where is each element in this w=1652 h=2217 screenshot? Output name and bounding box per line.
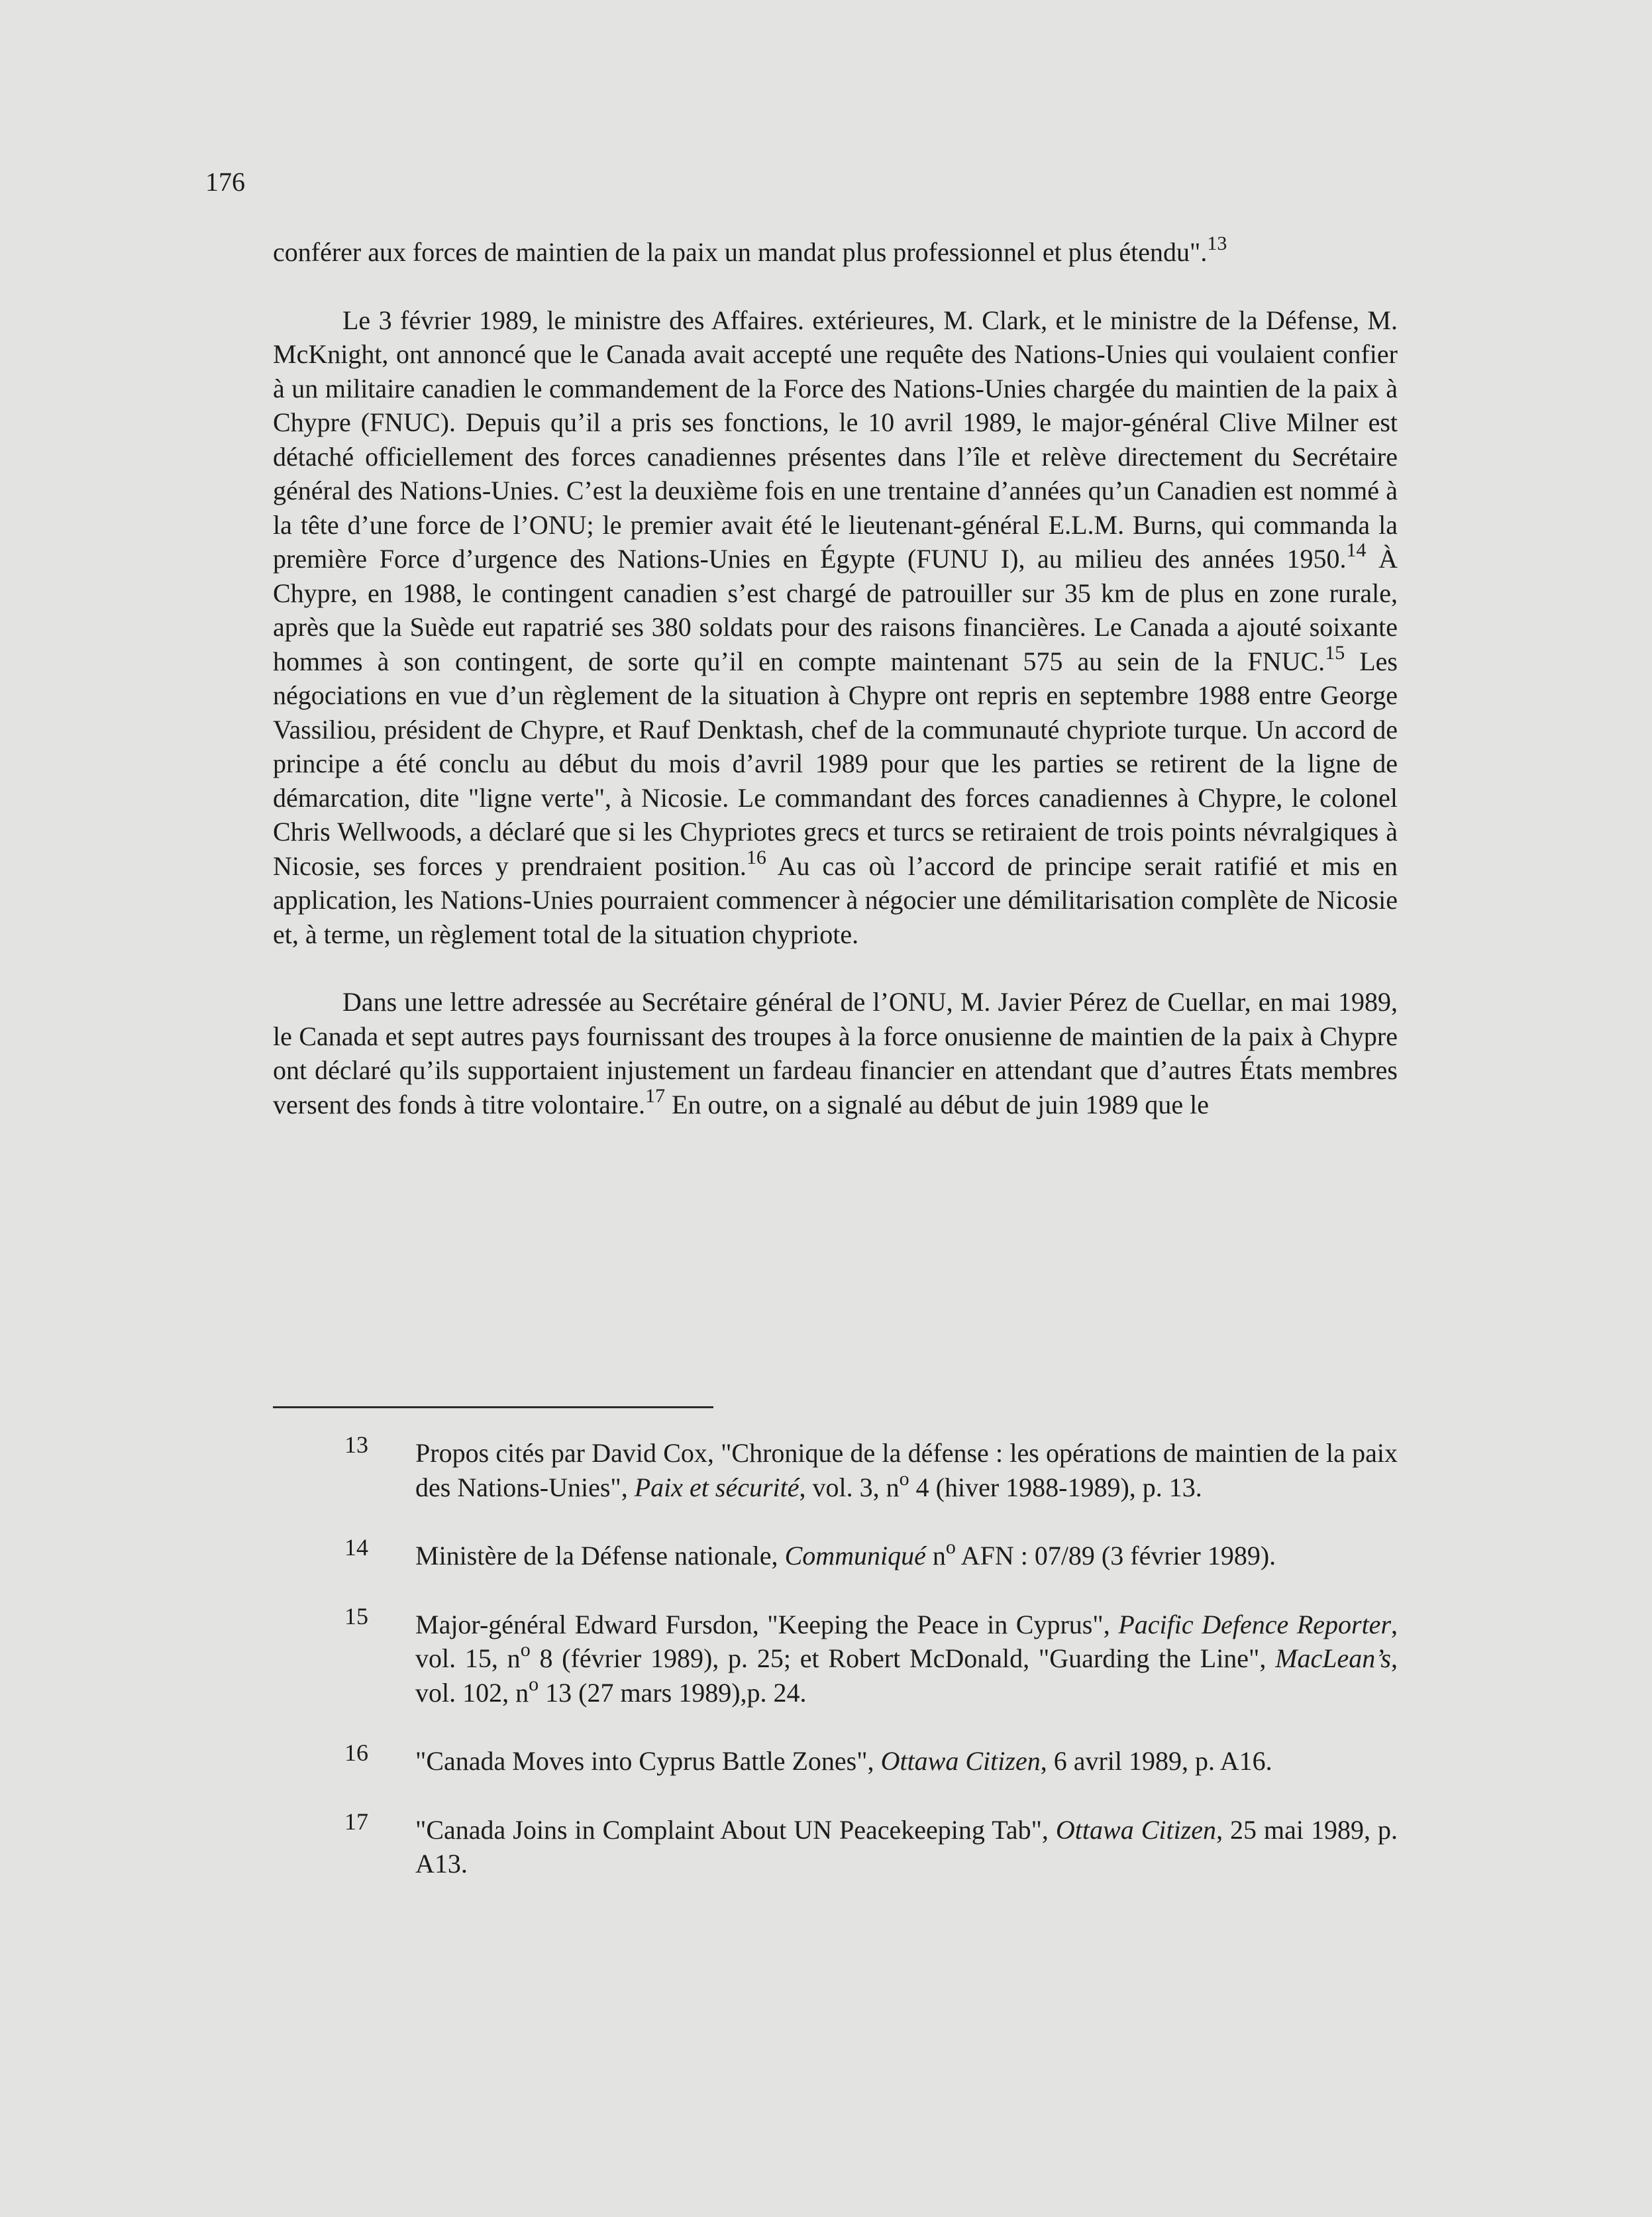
- text-run: En outre, on a signalé au début de juin 1989 que le: [665, 1089, 1209, 1119]
- page-number: 176: [205, 167, 245, 197]
- text-run: , vol. 3, n: [799, 1472, 900, 1502]
- text-run: Major-général Edward Fursdon, "Keeping the Peace in Cyprus",: [415, 1609, 1119, 1639]
- footnote-text: [415, 1436, 1398, 1504]
- footnotes: [273, 1431, 1398, 1916]
- italic-title: Communiqué: [784, 1541, 926, 1571]
- footnote: [273, 1534, 1398, 1573]
- text-run: Les négociations en vue d’un règlement de la situation à Chypre ont repris en septembre 1988 entre George Vassiliou, président de Chypre, et Rauf Denktash, chef de la communauté chypriote turque. Un accord de principe a été conclu au début du mois d’avril 1989 pour que les parties se retirent de la ligne de démarcation, dite "ligne verte", à Nicosie. Le commandant des forces canadiennes à Chypre, le colonel Chris Wellwoods, a déclaré que si les Chypriotes grecs et turcs se retiraient de trois points névralgiques à Nicosie, ses forces y prendraient position.: [273, 646, 1398, 881]
- superscript: o: [945, 1536, 956, 1558]
- italic-title: Ottawa Citizen: [880, 1746, 1041, 1776]
- italic-title: Paix et sécurité: [634, 1472, 800, 1502]
- text-run: , vol. 15, n: [415, 1609, 1398, 1673]
- text-run: Ministère de la Défense nationale,: [415, 1541, 785, 1571]
- text-run: À Chypre, en 1988, le contingent canadien s’est chargé de patrouiller sur 35 km de plus en zone rurale, après que la Suède eut rapatrié ses 380 soldats pour des raisons financières. Le Canada a ajouté soixante hommes à son contingent, de sorte qu’il en compte maintenant 575 au sein de la FNUC.: [273, 544, 1398, 676]
- superscript: o: [520, 1639, 531, 1661]
- footnote-text: [415, 1536, 1398, 1573]
- footnote-text: [415, 1608, 1398, 1710]
- text-run: n: [925, 1541, 946, 1571]
- text-run: 8 (février 1989), p. 25; et Robert McDonald, "Guarding the Line",: [530, 1643, 1276, 1673]
- footnote: [273, 1602, 1398, 1710]
- text-run: 4 (hiver 1988-1989), p. 13.: [909, 1472, 1202, 1502]
- text-run: , vol. 102, n: [415, 1643, 1398, 1708]
- footnote-number: 17: [344, 1808, 368, 1835]
- paragraph-gap: [273, 270, 1398, 303]
- text-run: Au cas où l’accord de principe serait ratifié et mis en application, les Nations-Unies pourraient commencer à négocier une démilitarisation complète de Nicosie et, à terme, un règlement total de la situation chypriote.: [273, 851, 1398, 949]
- italic-title: Pacific Defence Reporter: [1118, 1609, 1392, 1639]
- italic-title: MacLean’s: [1275, 1643, 1391, 1673]
- paragraph: [273, 232, 1398, 270]
- body-text: [273, 232, 1398, 1121]
- superscript: o: [899, 1467, 909, 1490]
- paragraph: [273, 985, 1398, 1121]
- text-run: Dans une lettre adressée au Secrétaire général de l’ONU, M. Javier Pérez de Cuellar, en mai 1989, le Canada et sept autres pays fournissant des troupes à la force onusienne de maintien de la paix à Chypre ont déclaré qu’ils supportaient injustement un fardeau financier en attendant que d’autres États membres versent des fonds à titre volontaire.: [273, 987, 1398, 1119]
- paragraph: [273, 303, 1398, 952]
- text-run: 13 (27 mars 1989),p. 24.: [539, 1677, 807, 1708]
- footnote: [273, 1808, 1398, 1881]
- paragraph-gap: [273, 951, 1398, 985]
- footnote-separator: [273, 1406, 713, 1408]
- italic-title: Ottawa Citizen: [1055, 1814, 1217, 1845]
- superscript: 13: [1207, 232, 1227, 254]
- footnote-text: [415, 1813, 1398, 1881]
- text-run: "Canada Moves into Cyprus Battle Zones",: [415, 1746, 881, 1776]
- text-run: , 6 avril 1989, p. A16.: [1040, 1746, 1272, 1776]
- footnote-number: 15: [344, 1602, 368, 1629]
- footnote-text: [415, 1744, 1398, 1779]
- text-run: , 25 mai 1989, p. A13.: [415, 1814, 1398, 1879]
- footnote: [273, 1431, 1398, 1504]
- superscript: 16: [746, 846, 766, 868]
- footnote-number: 13: [344, 1431, 368, 1458]
- footnote: [273, 1739, 1398, 1779]
- text-run: conférer aux forces de maintien de la paix un mandat plus professionnel et plus étendu".: [273, 237, 1208, 267]
- footnote-number: 16: [344, 1739, 368, 1766]
- superscript: 14: [1346, 539, 1367, 561]
- text-run: Propos cités par David Cox, "Chronique de la défense : les opérations de maintien de la paix des Nations-Unies",: [415, 1438, 1398, 1502]
- text-run: AFN : 07/89 (3 février 1989).: [955, 1541, 1276, 1571]
- superscript: o: [529, 1673, 539, 1695]
- text-run: Le 3 février 1989, le ministre des Affaires. extérieures, M. Clark, et le ministre de la Défense, M. McKnight, ont annoncé que le Canada avait accepté une requête des Nations-Unies qui voulaient confier à un militaire canadien le commandement de la Force des Nations-Unies chargée du maintien de la paix à Chypre (FNUC). Depuis qu’il a pris ses fonctions, le 10 avril 1989, le major-général Clive Milner est détaché officiellement des forces canadiennes présentes dans l’île et relève directement du Secrétaire général des Nations-Unies. C’est la deuxième fois en une trentaine d’années qu’un Canadien est nommé à la tête d’une force de l’ONU; le premier avait été le lieutenant-général E.L.M. Burns, qui commanda la première Force d’urgence des Nations-Unies en Égypte (FUNU I), au milieu des années 1950.: [273, 305, 1398, 574]
- superscript: 15: [1325, 641, 1345, 664]
- footnote-number: 14: [344, 1534, 368, 1561]
- superscript: 17: [645, 1084, 666, 1107]
- text-run: "Canada Joins in Complaint About UN Peacekeeping Tab",: [415, 1814, 1056, 1845]
